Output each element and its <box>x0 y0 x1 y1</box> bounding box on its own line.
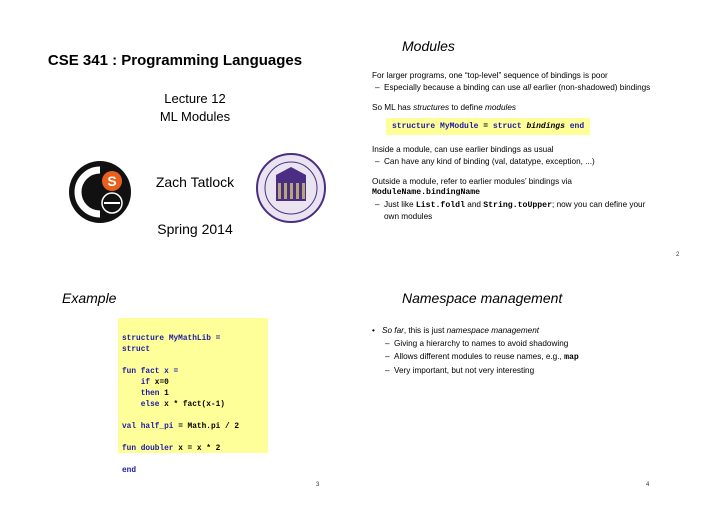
lecture-number: Lecture 12 <box>164 91 226 106</box>
sub-bullet: – Giving a hierarchy to names to avoid shadowing <box>382 338 662 349</box>
code-example <box>118 318 268 475</box>
code-line: then 1 <box>140 390 169 398</box>
paragraph: Outside a module, refer to earlier modules’ bindings via <box>372 177 572 186</box>
code-line: structure MyMathLib = <box>122 335 221 343</box>
module-binding-syntax: ModuleName.bindingName <box>372 188 481 197</box>
structure-code-snippet: structure MyModule = struct bindings end <box>386 118 590 135</box>
slide-heading: Example <box>62 290 117 306</box>
cse-logo-icon <box>68 160 132 224</box>
sub-bullet: – Can have any kind of binding (val, datatype, exception, ...) <box>372 156 662 167</box>
code-line: val half_pi = Math.pi / 2 <box>122 423 240 431</box>
term: Spring 2014 <box>157 221 233 237</box>
slide-heading: Namespace management <box>402 290 563 306</box>
page-number: 3 <box>316 482 320 488</box>
code-line: struct <box>122 346 151 354</box>
bullet: • So far, this is just namespace management <box>372 325 662 336</box>
svg-text:S: S <box>107 173 117 189</box>
paragraph: For larger programs, one “top-level” sequence of bindings is poor <box>372 71 608 80</box>
sub-bullet: – Allows different modules to reuse names, e.g., map <box>382 351 662 363</box>
sub-bullet: – Just like List.foldl and String.toUpper; now you can define your own modules <box>372 199 662 222</box>
slide-example <box>10 285 340 525</box>
page-number: 2 <box>676 252 680 258</box>
course-title: CSE 341 : Programming Languages <box>47 52 303 69</box>
slide-body <box>372 325 662 376</box>
author-name: Zach Tatlock <box>155 174 235 190</box>
code-line: fun fact x = <box>122 368 179 376</box>
slide-title <box>10 40 340 280</box>
slide-heading: Modules <box>402 38 455 54</box>
uw-seal-icon <box>256 153 326 223</box>
lecture-topic: ML Modules <box>159 109 231 124</box>
paragraph: Inside a module, can use earlier bindings as usual <box>372 145 554 154</box>
paragraph: So ML has structures to define modules <box>372 103 516 112</box>
code-line: end <box>122 467 137 475</box>
page-number: 4 <box>646 482 650 488</box>
slide-modules <box>372 28 702 268</box>
code-line: fun doubler x = x * 2 <box>122 445 221 453</box>
code-line: else x * fact(x-1) <box>140 401 225 409</box>
code-line: if x=0 <box>140 379 169 387</box>
sub-bullet: – Very important, but not very interesting <box>382 365 662 376</box>
slide-body <box>372 70 662 222</box>
slide-namespace <box>372 285 702 525</box>
sub-bullet: – Especially because a binding can use all earlier (non-shadowed) bindings <box>372 82 662 93</box>
